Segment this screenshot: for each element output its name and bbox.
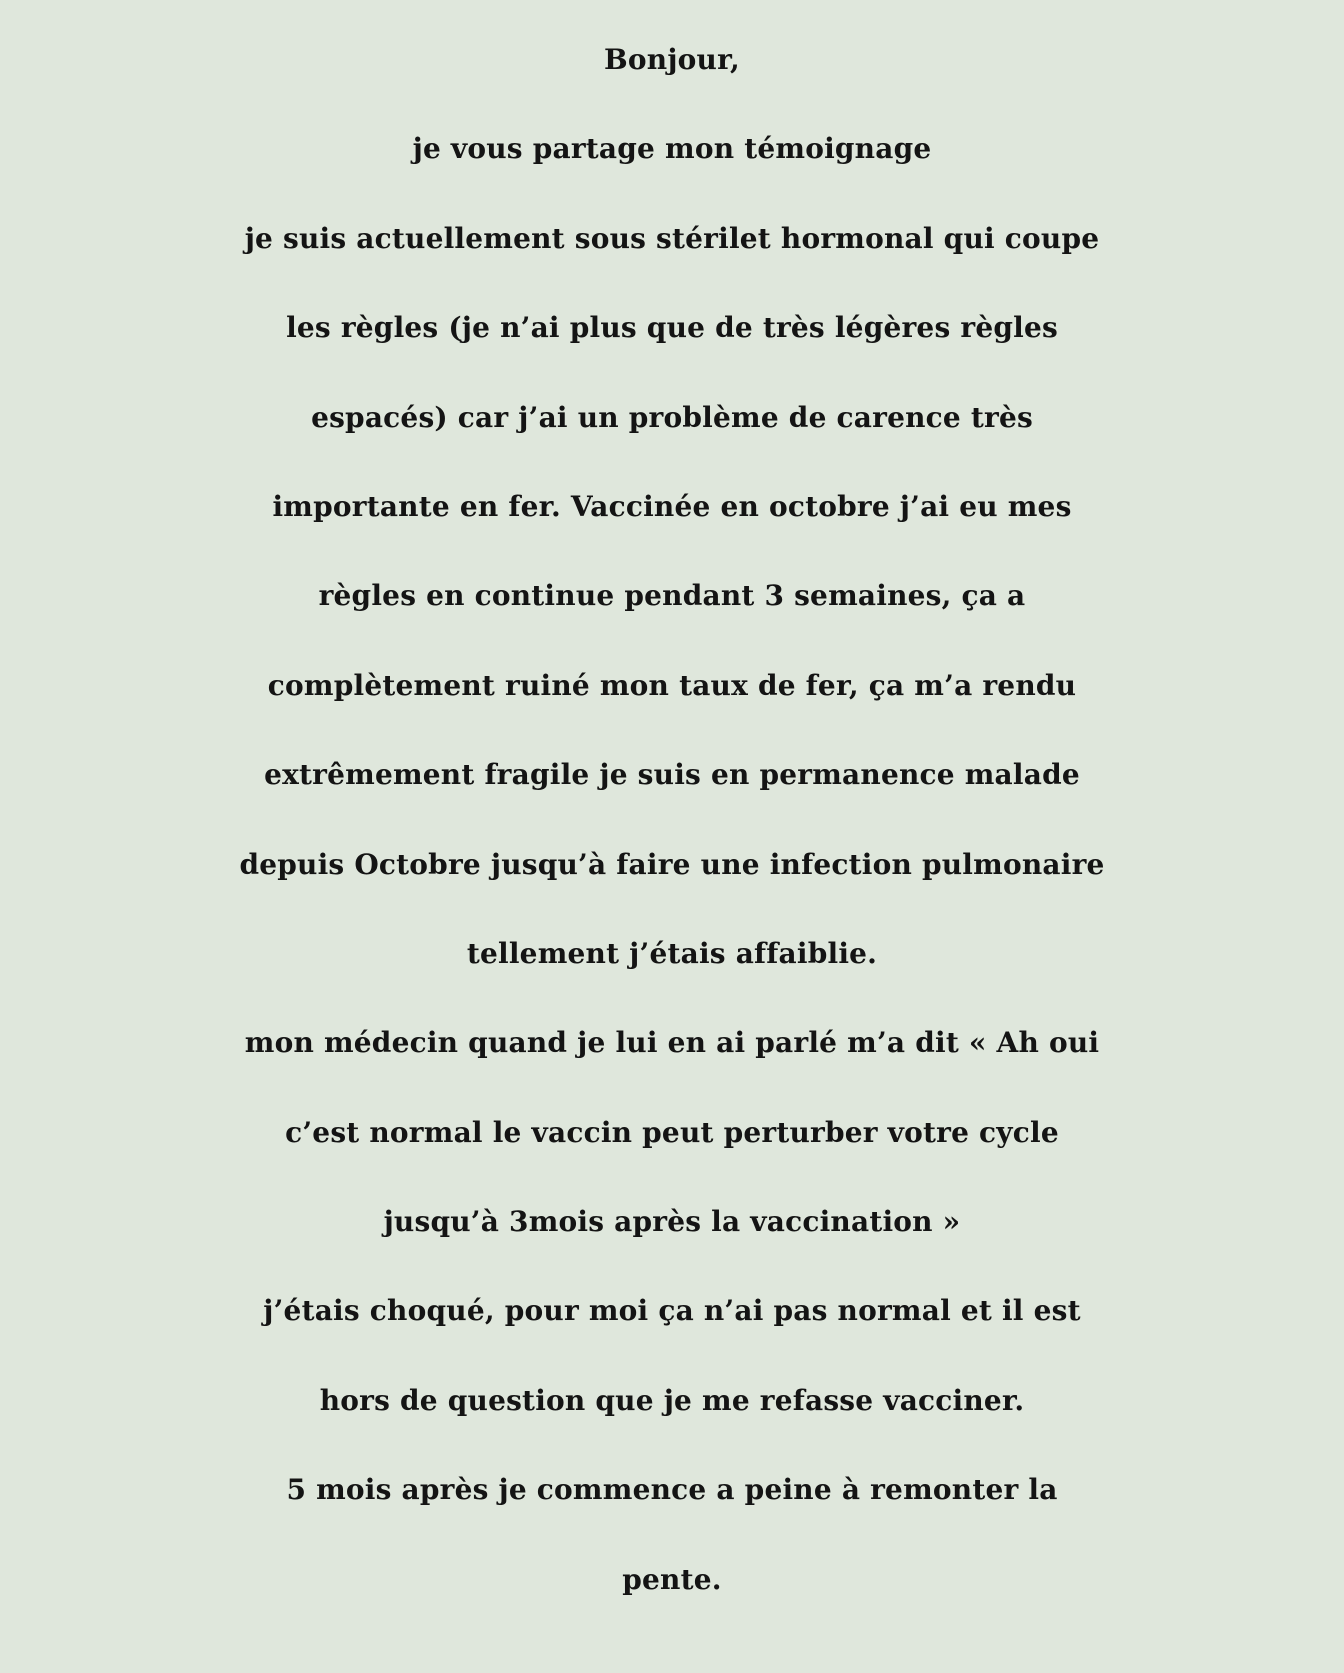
text-line: tellement j’étais affaiblie. — [466, 936, 878, 970]
text-line: règles en continue pendant 3 semaines, ça a — [318, 579, 1026, 613]
text-line: j’étais choqué, pour moi ça n’ai pas normal et il est — [263, 1294, 1081, 1328]
text-line: jusqu’à 3mois après la vaccination » — [383, 1205, 961, 1239]
testimony-text — [0, 15, 1344, 1624]
text-line: mon médecin quand je lui en ai parlé m’a dit « Ah oui — [244, 1026, 1100, 1060]
greeting-line: Bonjour, — [604, 43, 740, 76]
text-line: espacés) car j’ai un problème de carence très — [311, 400, 1033, 434]
text-line: je suis actuellement sous stérilet hormonal qui coupe — [244, 221, 1100, 255]
text-line: c’est normal le vaccin peut perturber votre cycle — [285, 1115, 1059, 1149]
text-line: je vous partage mon témoignage — [412, 132, 932, 166]
text-line: complètement ruiné mon taux de fer, ça m’a rendu — [267, 668, 1077, 702]
text-line: hors de question que je me refasse vacciner. — [319, 1383, 1025, 1417]
text-line: pente. — [622, 1562, 722, 1596]
text-line: importante en fer. Vaccinée en octobre j’ai eu mes — [272, 489, 1072, 523]
text-line: extrêmement fragile je suis en permanence malade — [264, 758, 1080, 792]
text-line: depuis Octobre jusqu’à faire une infection pulmonaire — [239, 847, 1105, 881]
text-line: 5 mois après je commence a peine à remonter la — [286, 1473, 1058, 1507]
text-line: les règles (je n’ai plus que de très légères règles — [286, 311, 1058, 345]
